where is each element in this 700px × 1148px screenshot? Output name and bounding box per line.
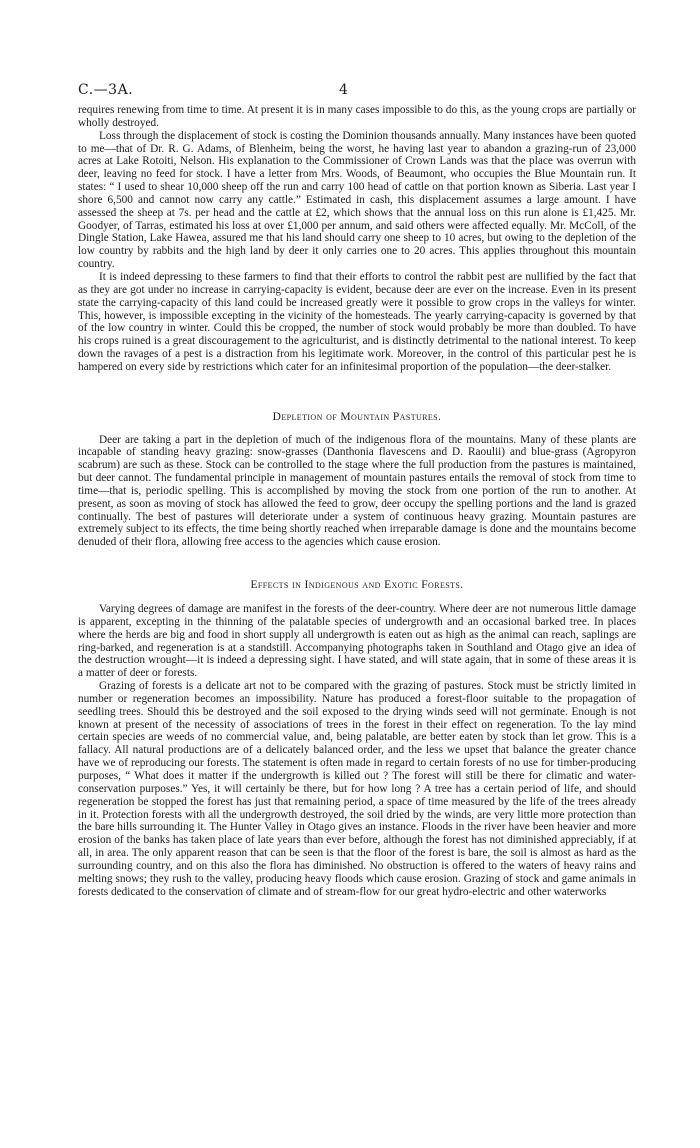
paragraph-grazing-forests: Grazing of forests is a delicate art not to be compared with the grazing of pastures. Stock must be strictly limited in number or regeneration becomes an impossibility. Nature has produced a forest-floor suitable to the propagation of seedling trees. Should this be destroyed and the soil exposed to the drying winds seed will not germinate. Enough is not known at present of the necessity of associations of trees in the forest in their effect on regeneration. To the lay mind certain species are weeds of no commercial value, and, being palatable, are better eaten by stock than let grow. This is a fallacy. All natural productions are of a delicately balanced order, and the less we upset that balance the greater chance have we of reproducing our forests. The statement is often made in regard to certain forests of no use for timber-producing purposes, “ What does it matter if the undergrowth is killed out ? The forest will still be there for climatic and water-conservation purposes.” Yes, it will certainly be there, but for how long ? A tree has a certain period of life, and should regeneration be stopped the forest has just that remaining period, a space of time measured by the life of the trees already in it. Protection forests with all the undergrowth destroyed, the soil dried by the winds, are very little more protection than the bare hills surrounding it. The Hunter Valley in Otago gives an instance. Floods in the river have been heavier and more erosion of the banks has taken place of late years than ever before, although the forest has not diminished appreciably, if at all, in area. The only apparent reason that can be seen is that the floor of the forest is bare, the soil is almost as hard as the surrounding country, and on this also the flora has diminished. No obstruction is offered to the waters of heavy rains and melting snows; they rush to the valley, producing heavy floods which cause erosion. Grazing of stock and game animals in forests dedicated to the conservation of climate and of stream-flow for our great hydro-electric and other waterworks [78,680,636,898]
document-reference: C.—3A. [78,82,134,98]
paragraph-continuation: requires renewing from time to time. At present it is in many cases impossible to do this, as the young crops are partially or wholly destroyed. [78,104,636,129]
paragraph-forest-damage: Varying degrees of damage are manifest in the forests of the deer-country. Where deer are not numerous little damage is apparent, excepting in the thinning of the palatable species of undergrowth and an occasional barked tree. In places where the herds are big and food in short supply all undergrowth is eaten out as high as the animal can reach, saplings are ring-barked, and regeneration is at a standstill. Accompanying photographs taken in Southland and Otago give an idea of the destruction wrought—it is indeed a depressing sight. I have stated, and will state again, that in some of these areas it is a matter of deer or forests. [78,603,636,680]
paragraph-mountain-pastures: Deer are taking a part in the depletion of much of the indigenous flora of the mountains. Many of these plants are incapable of standing heavy grazing: snow-grasses (Danthonia flavescens and D. Raoulii) and blue-grass (Agropyron scabrum) are such as these. Stock can be controlled to the stage where the full production from the pastures is maintained, but deer cannot. The fundamental principle in management of mountain pastures entails the removal of stock from time to time—that is, periodic spelling. This is accomplished by moving the stock from one portion of the run to another. At present, as soon as moving of stock has allowed the feed to grow, deer occupy the spelling portions and the land is grazed continually. The best of pastures will deteriorate under a system of continuous heavy grazing. Mountain pastures are extremely subject to its effects, the time being shortly reached when irreparable damage is done and the mountains become denuded of their flora, allowing free access to the agencies which cause erosion. [78,433,636,549]
section-heading-forests: Effects in Indigenous and Exotic Forests. [250,579,464,592]
section-heading-mountain-pastures: Depletion of Mountain Pastures. [272,410,442,423]
paragraph-loss-displacement: Loss through the displacement of stock is costing the Dominion thousands annually. Many instances have been quoted to me—that of Dr. R. G. Adams, of Blenheim, being the worst, he having last year to abandon a grazing-run of 23,000 acres at Lake Rotoiti, Nelson. His explanation to the Commissioner of Crown Lands was that the place was overrun with deer, leaving no feed for stock. I have a letter from Mrs. Woods, of Beaumont, who occupies the Blue Mountain run. It states: “ I used to shear 10,000 sheep off the run and carry 100 head of cattle on that portion known as Siberia. Last year I shore 6,500 and cannot now carry any cattle.” Estimated in cash, this displacement assumes a large amount. I have assessed the sheep at 7s. per head and the cattle at £2, which shows that the annual loss on this run alone is £1,425. Mr. Goodyer, of Tarras, estimated his loss at over £1,000 per annum, and said others were affected equally. Mr. McColl, of the Dingle Station, Lake Hawea, assured me that his land should carry one sheep to 10 acres, but owing to the depletion of the low country by rabbits and the high land by deer it only carries one to 20 acres. This applies throughout this mountain country. [78,129,636,271]
paragraph-farmers: It is indeed depressing to these farmers to find that their efforts to control the rabbit pest are nullified by the fact that as they are got under no increase in carrying-capacity is evident, because deer are ever on the increase. Even in its present state the carrying-capacity of this land could be increased greatly were it possible to grow crops in the valleys for winter. This, however, is impossible excepting in the vicinity of the homesteads. The yearly carrying-capacity is governed by that of the low country in winter. Could this be cropped, the number of stock would probably be more than doubled. To have his crops ruined is a great discouragement to the agriculturist, and is distinctly detrimental to the national interest. To keep down the ravages of a pest is a distraction from his legitimate work. Moreover, in the control of this particular pest he is hampered on every side by restrictions which cater for an infinitesimal proportion of the population—the deer-stalker. [78,270,636,373]
page-number: 4 [339,82,348,98]
document-body [78,104,636,898]
